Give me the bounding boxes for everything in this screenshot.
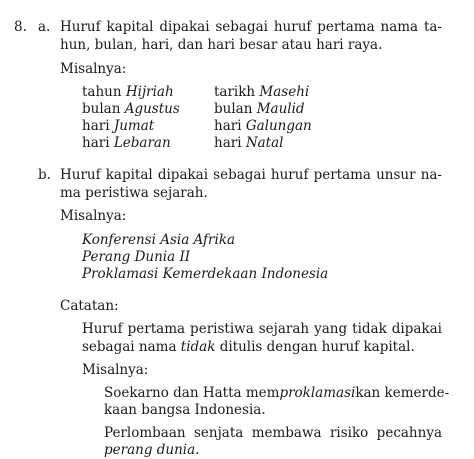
item-number: 8. [14,19,27,35]
example-a-3-right: hari Galungan [214,118,312,134]
example-b-3: Proklamasi Kemerdekaan Indonesia [82,266,329,282]
note-example-1-line2: kaan bangsa Indonesia. [104,402,266,418]
example-a-2-right: bulan Maulid [214,101,305,117]
note-line1: Huruf pertama peristiwa sejarah yang tidak dipakai [82,321,442,337]
section-a-rule-line1: Huruf kapital dipakai sebagai huruf pertama nama ta- [60,19,442,35]
example-b-2: Perang Dunia II [82,249,191,265]
example-a-1-left: tahun Hijriah [82,84,174,100]
note-line2: sebagai nama tidak ditulis dengan huruf kapital. [82,339,415,355]
section-b-example-label: Misalnya: [60,208,127,224]
note-example-label: Misalnya: [82,362,149,378]
section-b-rule-line2: ma peristiwa sejarah. [60,185,208,201]
section-a-marker: a. [38,19,51,35]
example-b-1: Konferensi Asia Afrika [82,232,236,248]
example-a-3-left: hari Jumat [82,118,155,134]
note-label: Catatan: [60,298,119,314]
note-example-2-line2: perang dunia. [104,442,200,458]
note-example-2-line1: Perlombaan senjata membawa risiko pecahnya [104,425,442,441]
example-a-4-right: hari Natal [214,135,284,151]
section-a-example-label: Misalnya: [60,61,127,77]
example-a-2-left: bulan Agustus [82,101,180,117]
note-example-1-line1: Soekarno dan Hatta memproklamasikan kemerde- [104,385,450,401]
example-a-1-right: tarikh Masehi [214,84,310,100]
example-a-4-left: hari Lebaran [82,135,171,151]
section-b-marker: b. [38,167,51,183]
section-a-rule-line2: hun, bulan, hari, dan hari besar atau hari raya. [60,37,383,53]
section-b-rule-line1: Huruf kapital dipakai sebagai huruf pertama unsur na- [60,167,442,183]
